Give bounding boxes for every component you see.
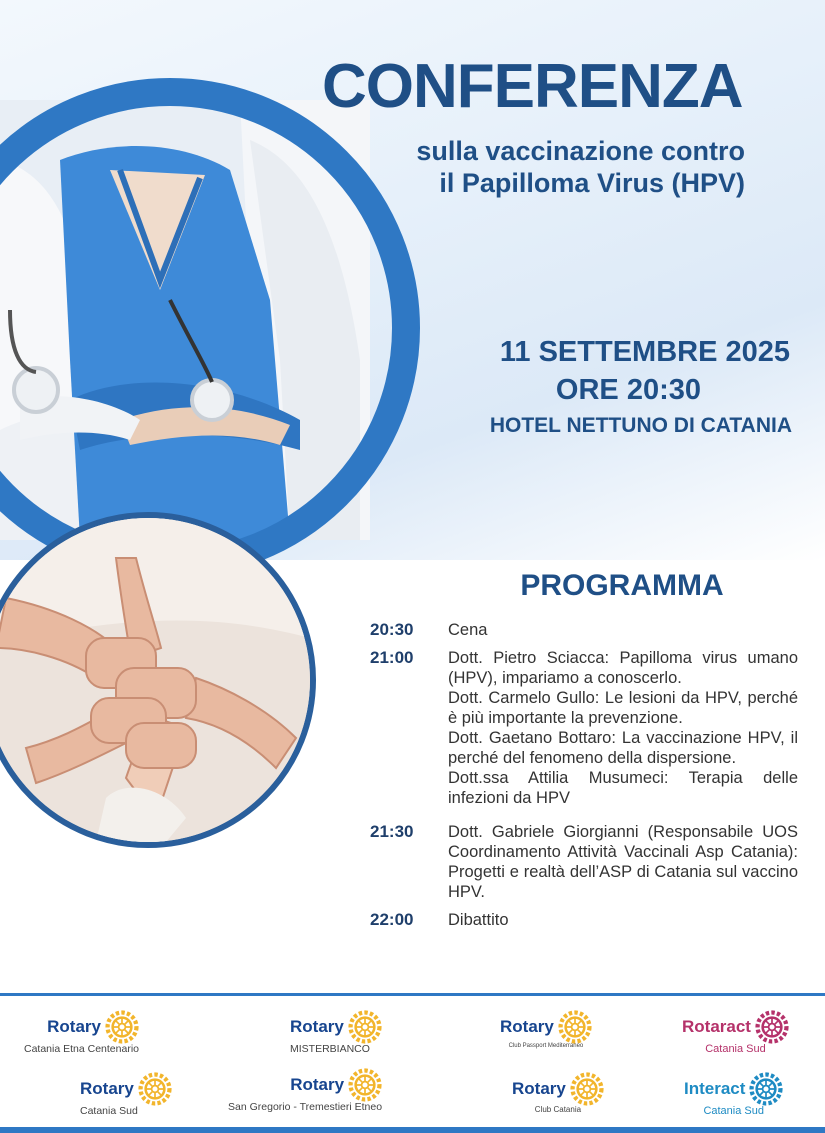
sponsor-logo (684, 1072, 783, 1117)
event-venue: HOTEL NETTUNO DI CATANIA (489, 414, 792, 437)
sponsor-name: Rotary (290, 1017, 344, 1036)
rotaract-wheel-icon (755, 1010, 789, 1044)
footer-divider (0, 993, 825, 996)
rotary-wheel-icon (105, 1010, 139, 1044)
sponsor-name: Rotary (512, 1079, 566, 1098)
event-time: ORE 20:30 (555, 374, 701, 406)
rotary-wheel-icon (348, 1068, 382, 1102)
sponsor-name: Rotaract (682, 1017, 751, 1036)
page-title: CONFERENZA (322, 52, 743, 121)
sponsor-name: Interact (684, 1079, 746, 1098)
sponsor-logo (512, 1072, 604, 1114)
schedule-time: 21:00 (370, 648, 414, 667)
sponsor-name: Rotary (500, 1017, 554, 1036)
sponsor-club: Club Passport Mediterraneo (508, 1043, 584, 1049)
sponsor-club: San Gregorio - Tremestieri Etneo (228, 1101, 383, 1113)
subtitle-line-1: sulla vaccinazione contro (416, 136, 745, 166)
sponsor-logo (80, 1072, 172, 1117)
schedule-time: 20:30 (370, 620, 414, 639)
schedule-line: Dott.ssa Attilia Musumeci: Terapia delle infezioni da HPV (448, 769, 798, 807)
schedule-description (448, 822, 798, 902)
interact-wheel-icon (749, 1072, 783, 1106)
sponsor-club: Club Catania (534, 1105, 582, 1114)
schedule-description (448, 910, 798, 930)
sponsor-club: MISTERBIANCO (290, 1043, 370, 1055)
rotary-wheel-icon (138, 1072, 172, 1106)
sponsor-logo (24, 1010, 139, 1055)
sponsor-name: Rotary (290, 1075, 345, 1094)
program-schedule (370, 620, 798, 938)
event-date: 11 SETTEMBRE 2025 (499, 336, 790, 368)
rotary-wheel-icon (348, 1010, 382, 1044)
schedule-line: Dott. Gaetano Bottaro: La vaccinazione HPV, il perché del fenomeno della dispersione. (448, 729, 798, 767)
sponsor-club: Catania Sud (703, 1105, 764, 1117)
schedule-description (448, 648, 798, 808)
schedule-line: Dott. Pietro Sciacca: Papilloma virus umano (HPV), impariamo a conoscerlo. (448, 649, 798, 687)
sponsor-club: Catania Sud (705, 1043, 766, 1055)
schedule-description (448, 620, 798, 640)
subtitle (300, 135, 745, 199)
schedule-line: Dott. Carmelo Gullo: Le lesioni da HPV, perché è più importante la prevenzione. (448, 689, 798, 727)
schedule-row (370, 910, 798, 930)
sponsor-name: Rotary (47, 1017, 101, 1036)
sponsor-club: Catania Sud (80, 1105, 138, 1117)
program-title: PROGRAMMA (520, 569, 724, 602)
sponsor-logo (500, 1010, 592, 1049)
sponsor-name: Rotary (80, 1079, 134, 1098)
sponsor-logo (682, 1010, 789, 1055)
subtitle-line-2: il Papilloma Virus (HPV) (439, 168, 745, 198)
sponsor-logo (228, 1068, 382, 1113)
schedule-time: 21:30 (370, 822, 414, 841)
schedule-line: Cena (448, 621, 488, 639)
schedule-line: Dott. Gabriele Giorgianni (Responsabile UOS Coordinamento Attività Vaccinali Asp Catania): Progetti e realtà dell’ASP di Catania sul vaccino HPV. (448, 823, 798, 901)
sponsor-club: Catania Etna Centenario (24, 1043, 139, 1055)
hands-photo (0, 512, 316, 848)
schedule-row (370, 620, 798, 640)
schedule-row (370, 822, 798, 902)
rotary-wheel-icon (570, 1072, 604, 1106)
schedule-time: 22:00 (370, 910, 414, 929)
sponsor-logo (290, 1010, 382, 1055)
footer-bar (0, 1127, 825, 1133)
schedule-line: Dibattito (448, 911, 509, 929)
schedule-row (370, 648, 798, 808)
rotary-wheel-icon (558, 1010, 592, 1044)
